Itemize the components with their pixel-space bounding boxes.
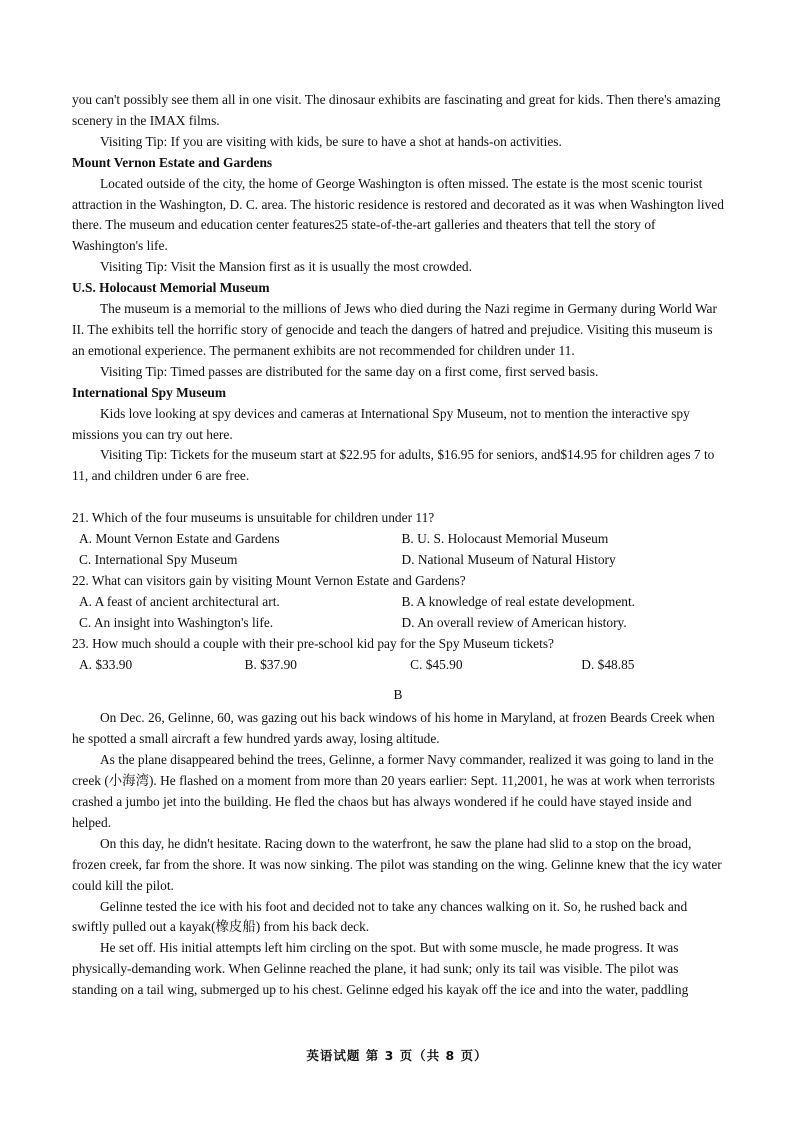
option-c: C. An insight into Washington's life. bbox=[79, 614, 274, 630]
option-a: A. A feast of ancient architectural art. bbox=[79, 593, 280, 609]
paragraph-b5: He set off. His initial attempts left him circling on the spot. But with some muscle, he made progress. It was physically-demanding work. When Gelinne reached the plane, it had sunk; only its tail was visible. The pilot was standing on a tail wing, submerged up to his chest. Gelinne edged his kayak off the ice and into the water, paddling bbox=[72, 940, 689, 998]
question-22 bbox=[72, 571, 724, 634]
option-b: B. $37.90 bbox=[244, 656, 297, 672]
option-a: A. $33.90 bbox=[79, 656, 133, 672]
page-footer: 英语试题 第 3 页（共 8 页） bbox=[306, 1048, 488, 1063]
option-row bbox=[72, 550, 724, 571]
paragraph-b2: As the plane disappeared behind the trees, Gelinne, a former Navy commander, realized it was going to land in the creek (小海湾). He flashed on a moment from more than 20 years earlier: Sept. 11,2001, he was at work when terrorists crashed a jumbo jet into the building. He fled the chaos but has always wondered if he could have stayed inside and helped. bbox=[72, 752, 715, 830]
option-c: C. International Spy Museum bbox=[79, 552, 238, 568]
question-21 bbox=[72, 508, 724, 571]
question-stem: 21. Which of the four museums is unsuitable for children under 11? bbox=[72, 510, 435, 526]
section-label-b: B bbox=[393, 687, 403, 703]
option-row bbox=[72, 655, 724, 676]
paragraph-b1: On Dec. 26, Gelinne, 60, was gazing out his back windows of his home in Maryland, at frozen Beards Creek when he spotted a small aircraft a few hundred yards away, losing altitude. bbox=[72, 710, 715, 747]
paragraph-b4: Gelinne tested the ice with his foot and decided not to take any chances walking on it. So, he rushed back and swiftly pulled out a kayak(橡皮船) from his back deck. bbox=[72, 898, 688, 935]
option-c: C. $45.90 bbox=[410, 656, 463, 672]
option-a: A. Mount Vernon Estate and Gardens bbox=[79, 531, 280, 547]
option-d: D. $48.85 bbox=[581, 656, 635, 672]
question-stem: 23. How much should a couple with their pre-school kid pay for the Spy Museum tickets? bbox=[72, 635, 554, 651]
option-b: B. U. S. Holocaust Memorial Museum bbox=[401, 531, 609, 547]
paragraph-spy-museum: Kids love looking at spy devices and cameras at International Spy Museum, not to mention the interactive spy missions you can try out here. bbox=[72, 405, 690, 442]
option-row bbox=[72, 592, 724, 613]
option-b: B. A knowledge of real estate development. bbox=[401, 593, 636, 609]
question-23 bbox=[72, 634, 724, 676]
page-content bbox=[72, 90, 724, 1001]
spacer bbox=[72, 487, 724, 508]
option-d: D. National Museum of Natural History bbox=[401, 552, 616, 568]
heading-spy-museum: International Spy Museum bbox=[72, 384, 227, 400]
paragraph-holocaust-museum: The museum is a memorial to the millions of Jews who died during the Nazi regime in Germany during World War II. The exhibits tell the horrific story of genocide and teach the dangers of hatred and prejudice. Visiting this museum is an emotional experience. The permanent exhibits are not recommended for children under 11. bbox=[72, 301, 717, 358]
paragraph-intro: you can't possibly see them all in one visit. The dinosaur exhibits are fascinating and great for kids. Then there's amazing scenery in the IMAX films. bbox=[72, 92, 721, 128]
paragraph-mount-vernon: Located outside of the city, the home of George Washington is often missed. The estate is the most scenic tourist attraction in the Washington, D. C. area. The historic residence is restored and decorated as it was when Washington lived there. The museum and education center features25 state-of-the-art galleries and theaters that tell the story of Washington's life. bbox=[72, 175, 724, 254]
question-stem: 22. What can visitors gain by visiting Mount Vernon Estate and Gardens? bbox=[72, 572, 466, 588]
paragraph-b3: On this day, he didn't hesitate. Racing down to the waterfront, he saw the plane had slid to a stop on the broad, frozen creek, far from the shore. It was now sinking. The pilot was standing on the wing. Gelinne knew that the icy water could kill the pilot. bbox=[72, 835, 722, 893]
heading-mount-vernon: Mount Vernon Estate and Gardens bbox=[72, 154, 273, 170]
heading-holocaust-museum: U.S. Holocaust Memorial Museum bbox=[72, 280, 270, 296]
option-row bbox=[72, 613, 724, 634]
option-d: D. An overall review of American history. bbox=[401, 614, 627, 630]
visiting-tip-holocaust-museum: Visiting Tip: Timed passes are distributed for the same day on a first come, first served basis. bbox=[100, 363, 599, 379]
visiting-tip-intro: Visiting Tip: If you are visiting with kids, be sure to have a shot at hands-on activities. bbox=[100, 133, 562, 149]
visiting-tip-spy-museum: Visiting Tip: Tickets for the museum start at $22.95 for adults, $16.95 for seniors, and$14.95 for children ages 7 to 11, and children under 6 are free. bbox=[72, 447, 715, 484]
visiting-tip-mount-vernon: Visiting Tip: Visit the Mansion first as it is usually the most crowded. bbox=[100, 259, 472, 275]
option-row bbox=[72, 529, 724, 550]
